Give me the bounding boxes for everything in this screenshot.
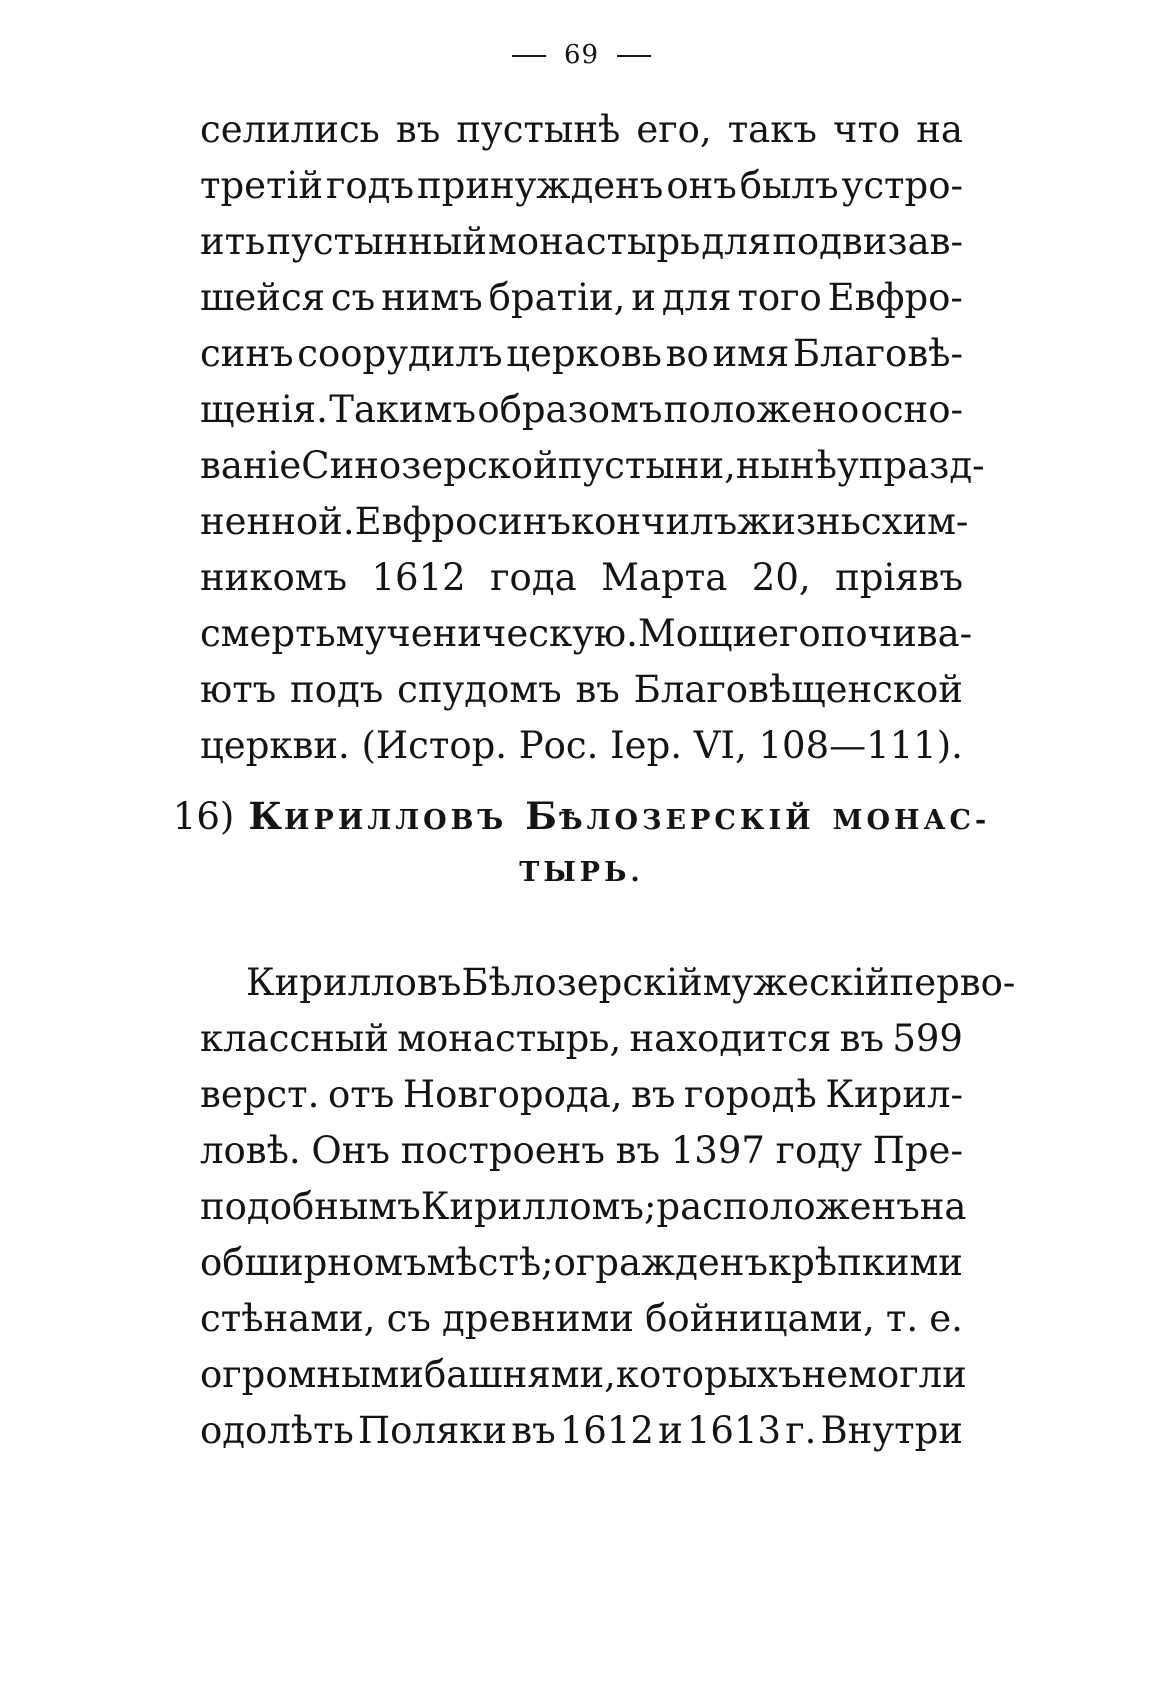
word: мужескій [702, 961, 890, 1004]
word: перво- [889, 961, 1016, 1004]
word: принужденъ [416, 164, 664, 207]
word: того [737, 276, 822, 319]
word: 1613 [686, 1409, 782, 1452]
word: подобнымъ [200, 1185, 421, 1228]
heading-word-3: МОНАС- [832, 805, 991, 836]
word: братіи, [488, 276, 626, 319]
word: схим- [860, 500, 969, 543]
word: классный [200, 1017, 389, 1060]
word: шейся [200, 276, 326, 319]
word: соорудилъ [297, 332, 503, 375]
page-number-value: 69 [563, 40, 600, 70]
word: Новгорода, [402, 1073, 623, 1116]
word: упразд- [836, 444, 985, 487]
word: жизнь [737, 500, 861, 543]
word: щенія. [200, 388, 328, 431]
word: могли [848, 1353, 967, 1396]
word: ютъ [200, 668, 277, 711]
word: въ [615, 1129, 660, 1172]
word: синъ [200, 332, 294, 375]
word: ловѣ. [200, 1129, 301, 1172]
word: церковь [506, 332, 662, 375]
word: подъ [290, 668, 384, 711]
heading-line-1 [172, 784, 991, 848]
section-heading [172, 784, 991, 898]
word: бойницами, [645, 1297, 875, 1340]
word: Благовѣщенской [633, 668, 963, 711]
word: городѣ [684, 1073, 817, 1116]
word: для [701, 220, 772, 263]
word: пріявъ [835, 556, 963, 599]
text-line [200, 550, 963, 606]
word: никомъ [200, 556, 348, 599]
word: VI, [693, 724, 747, 767]
word: что [832, 108, 901, 151]
word: монастырь [488, 220, 701, 263]
paragraph-2 [200, 955, 1016, 1459]
word: стѣнами, [200, 1297, 376, 1340]
word: отъ [327, 1073, 395, 1116]
word: мученическую. [335, 612, 638, 655]
word: его, [636, 108, 712, 151]
text-line [200, 718, 963, 774]
word: Такимъ [329, 388, 477, 431]
word: устро- [841, 164, 963, 207]
word: осно- [860, 388, 963, 431]
word: крѣпкими [767, 1241, 963, 1284]
word: Внутри [820, 1409, 963, 1452]
word: огражденъ [553, 1241, 768, 1284]
text-line [200, 158, 963, 214]
word: Евфро- [827, 276, 963, 319]
word: пустынѣ [456, 108, 621, 151]
word: Синозерской [301, 444, 558, 487]
word: онъ [666, 164, 737, 207]
word: Рос. [518, 724, 599, 767]
word: кончилъ [570, 500, 738, 543]
word: положено [663, 388, 860, 431]
word: ненной. [200, 500, 355, 543]
left-dash [512, 55, 546, 57]
word: нынѣ [735, 444, 837, 487]
word: Мощи [637, 612, 758, 655]
heading-word-2: БѢЛОЗЕРСКІЙ [525, 794, 815, 838]
text-line [200, 1067, 963, 1123]
word: находится [629, 1017, 832, 1060]
word: пустынный [266, 220, 487, 263]
word: 1612 [371, 556, 466, 599]
word: Благовѣ- [792, 332, 963, 375]
word: е. [929, 1297, 963, 1340]
text-line [200, 1403, 963, 1459]
word: годъ [326, 164, 414, 207]
word: 108—111). [758, 724, 963, 767]
word: почива- [820, 612, 973, 655]
text-line [200, 1347, 967, 1403]
word: ваніе [200, 444, 302, 487]
word: ить [200, 220, 266, 263]
word: Поляки [357, 1409, 508, 1452]
text-line [200, 955, 1016, 1011]
text-line [200, 606, 973, 662]
word: образомъ [477, 388, 663, 431]
word: которыхъ [615, 1353, 802, 1396]
text-line [200, 1291, 963, 1347]
word: не [801, 1353, 849, 1396]
word: въ [395, 108, 441, 151]
word: его [757, 612, 821, 655]
text-line [200, 326, 963, 382]
word: Іер. [610, 724, 683, 767]
word: 20, [751, 556, 811, 599]
word: т. [885, 1297, 919, 1340]
word: башнями, [423, 1353, 616, 1396]
word: мѣстѣ; [426, 1241, 554, 1284]
word: селились [200, 108, 380, 151]
word: во [665, 332, 709, 375]
word: смерть [200, 612, 336, 655]
word: 599 [892, 1017, 963, 1060]
word: Марта [601, 556, 728, 599]
word: пустыни, [557, 444, 736, 487]
text-line [200, 1235, 963, 1291]
word: Евфросинъ [354, 500, 571, 543]
word: третій [200, 164, 324, 207]
text-line [200, 102, 963, 158]
word: огромными [200, 1353, 424, 1396]
heading-word-1: КИРИЛЛОВЪ [248, 794, 508, 838]
word: нимъ [381, 276, 483, 319]
word: спудомъ [397, 668, 562, 711]
word: на [919, 1185, 967, 1228]
text-line [200, 494, 969, 550]
text-line [200, 270, 963, 326]
word: Кирилловъ [246, 961, 462, 1004]
word: подвизав- [772, 220, 963, 263]
word: 1612 [559, 1409, 654, 1452]
word: такъ [727, 108, 817, 151]
text-line [200, 438, 985, 494]
word: съ [330, 276, 376, 319]
word: года [490, 556, 577, 599]
word: Кирил- [825, 1073, 963, 1116]
heading-number: 16) [172, 795, 235, 838]
right-dash [617, 55, 651, 57]
word: церкви. [200, 724, 350, 767]
word: и [658, 1409, 683, 1452]
word: въ [575, 668, 620, 711]
word: Кирилломъ; [420, 1185, 657, 1228]
page-number [0, 40, 1163, 70]
word: на [916, 108, 963, 151]
word: Онъ [311, 1129, 390, 1172]
word: расположенъ [656, 1185, 920, 1228]
word: въ [511, 1409, 556, 1452]
word: въ [839, 1017, 885, 1060]
word: году [775, 1129, 862, 1172]
text-line [200, 214, 963, 270]
heading-line-2: ТЫРЬ. [519, 857, 644, 888]
word: построенъ [400, 1129, 605, 1172]
word: былъ [739, 164, 839, 207]
text-line [200, 1123, 963, 1179]
word: обширномъ [200, 1241, 427, 1284]
word: монастырь, [397, 1017, 622, 1060]
paragraph-1 [200, 102, 985, 774]
word: съ [386, 1297, 431, 1340]
word: Пре- [872, 1129, 963, 1172]
word: одолѣть [200, 1409, 354, 1452]
text-line [200, 1011, 963, 1067]
word: верст. [200, 1073, 320, 1116]
text-line [200, 382, 963, 438]
word: (Истор. [361, 724, 508, 767]
word: древними [442, 1297, 634, 1340]
text-line [200, 1179, 967, 1235]
text-line [200, 662, 963, 718]
word: Бѣлозерскій [461, 961, 703, 1004]
word: и [631, 276, 656, 319]
word: имя [712, 332, 790, 375]
word: г. [785, 1409, 817, 1452]
word: 1397 [670, 1129, 765, 1172]
word: въ [631, 1073, 676, 1116]
word: для [661, 276, 732, 319]
